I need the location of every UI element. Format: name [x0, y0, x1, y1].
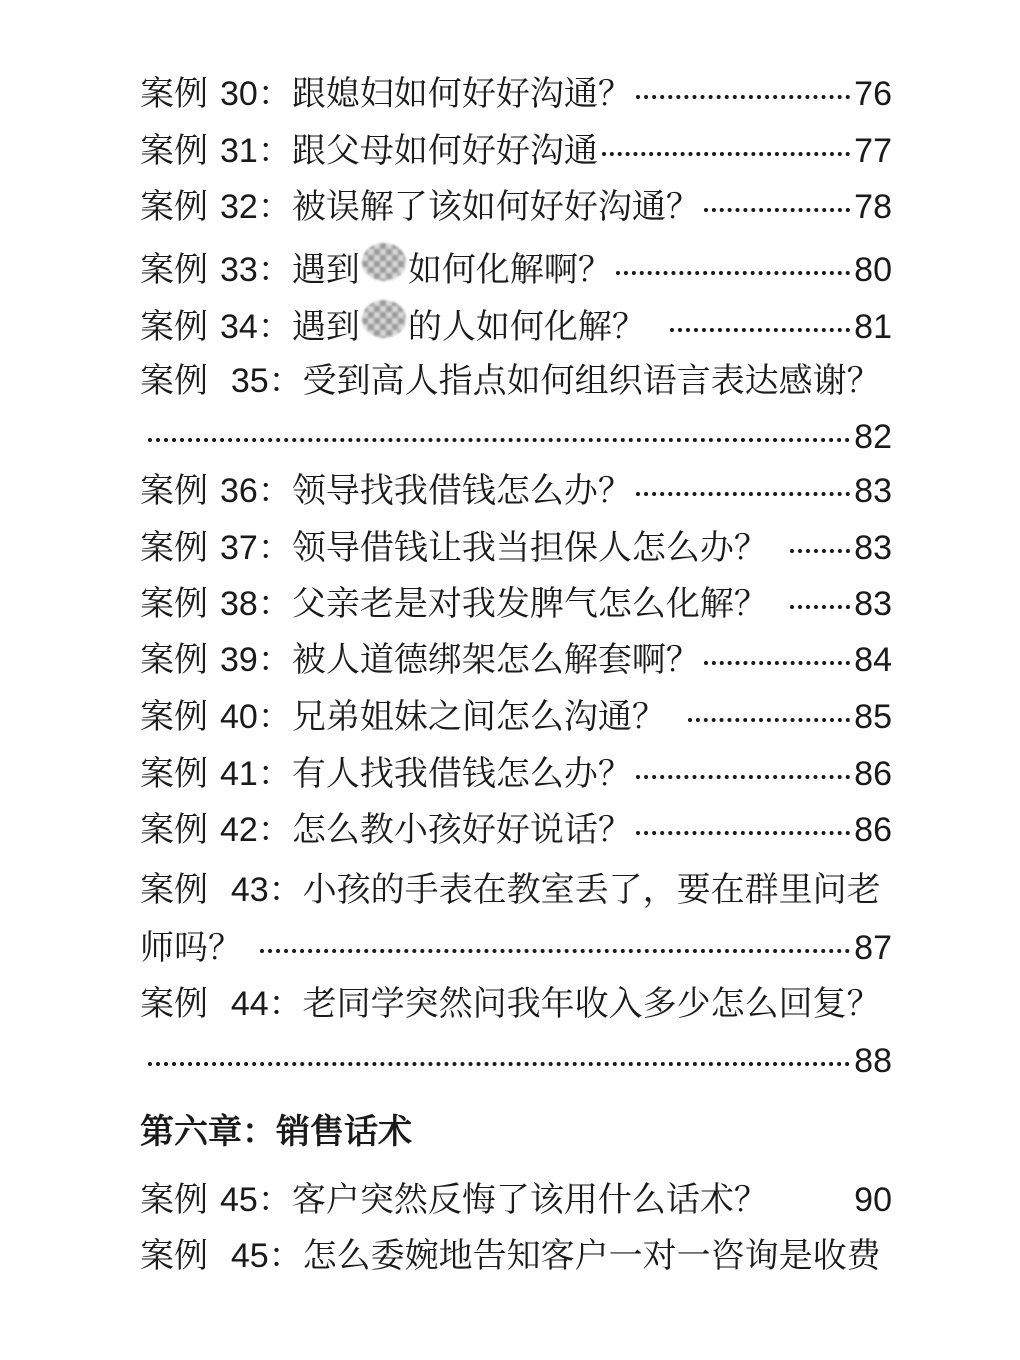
toc-entry[interactable]	[140, 1180, 892, 1220]
entry-label: 案例	[140, 640, 208, 680]
entry-page: 77	[854, 132, 892, 170]
entry-page: 86	[854, 811, 892, 849]
entry-label: 案例	[140, 250, 208, 290]
entry-title-end: 的人如何化解？	[407, 307, 646, 347]
entry-page: 85	[854, 698, 892, 736]
entry-label: 案例	[140, 1236, 208, 1276]
entry-number: 41	[220, 755, 258, 793]
entry-number: 43	[230, 871, 269, 909]
entry-title-continued: 师吗？	[140, 928, 242, 968]
dot-leader	[636, 95, 850, 99]
entry-title-start: 遇到	[291, 250, 360, 290]
entry-title: 跟父母如何好好沟通	[291, 131, 598, 171]
entry-page: 83	[854, 585, 892, 623]
entry-label: 案例	[140, 1180, 208, 1220]
entry-title: 怎么委婉地告知客户一对一咨询是收费	[302, 1236, 881, 1276]
dot-leader	[260, 949, 850, 953]
entry-label: 案例	[140, 697, 208, 737]
entry-number: 45	[230, 1237, 269, 1275]
entry-page: 83	[854, 472, 892, 510]
entry-page: 88	[854, 1042, 892, 1080]
toc-entry[interactable]	[140, 1236, 900, 1276]
dot-leader	[636, 492, 850, 496]
toc-entry[interactable]	[140, 584, 892, 624]
toc-entry[interactable]	[140, 870, 900, 910]
toc-entry[interactable]	[140, 300, 892, 347]
redaction-blur	[362, 243, 406, 281]
entry-title: 跟媳妇如何好好沟通？	[291, 74, 632, 114]
entry-separator: ：	[257, 131, 292, 171]
entry-title: 有人找我借钱怎么办？	[291, 754, 632, 794]
entry-title: 客户突然反悔了该用什么话术？	[291, 1180, 768, 1220]
entry-separator: ：	[257, 1180, 292, 1220]
entry-separator: ：	[257, 74, 292, 114]
dot-leader	[670, 328, 850, 332]
entry-separator: ：	[268, 361, 303, 401]
entry-title: 老同学突然问我年收入多少怎么回复？	[302, 984, 881, 1024]
toc-entry[interactable]	[140, 528, 892, 568]
entry-title: 被人道德绑架怎么解套啊？	[291, 640, 700, 680]
dot-leader	[616, 271, 850, 275]
entry-separator: ：	[257, 528, 292, 568]
entry-separator: ：	[257, 250, 292, 290]
toc-entry[interactable]	[140, 810, 892, 850]
toc-entry[interactable]	[140, 754, 892, 794]
toc-entry[interactable]	[140, 361, 900, 401]
entry-label: 案例	[140, 307, 208, 347]
dot-leader	[636, 831, 850, 835]
entry-page: 82	[854, 418, 892, 456]
entry-title: 父亲老是对我发脾气怎么化解？	[291, 584, 768, 624]
entry-separator: ：	[257, 307, 292, 347]
entry-page: 83	[854, 529, 892, 567]
entry-number: 40	[220, 698, 258, 736]
entry-number: 44	[230, 985, 269, 1023]
dot-leader	[148, 438, 850, 442]
entry-number: 45	[220, 1181, 258, 1219]
toc-entry[interactable]	[140, 74, 892, 114]
entry-label: 案例	[140, 810, 208, 850]
entry-separator: ：	[257, 697, 292, 737]
entry-title-start: 遇到	[291, 307, 360, 347]
entry-label: 案例	[140, 361, 208, 401]
entry-number: 37	[220, 529, 258, 567]
entry-page: 81	[854, 308, 892, 346]
entry-title: 兄弟姐妹之间怎么沟通？	[291, 697, 666, 737]
entry-separator: ：	[257, 471, 292, 511]
entry-title: 领导找我借钱怎么办？	[291, 471, 632, 511]
entry-separator: ：	[257, 754, 292, 794]
entry-title: 被误解了该如何好好沟通？	[291, 187, 700, 227]
entry-page: 76	[854, 75, 892, 113]
dot-leader	[148, 1062, 850, 1066]
toc-entry-continuation	[140, 1041, 892, 1081]
entry-title: 小孩的手表在教室丢了，要在群里问老	[302, 870, 881, 910]
entry-separator: ：	[268, 870, 303, 910]
toc-entry[interactable]	[140, 640, 892, 680]
entry-number: 33	[220, 251, 258, 289]
dot-leader	[688, 718, 850, 722]
entry-separator: ：	[268, 1236, 303, 1276]
entry-separator: ：	[268, 984, 303, 1024]
entry-title: 受到高人指点如何组织语言表达感谢？	[302, 361, 881, 401]
entry-title: 怎么教小孩好好说话？	[291, 810, 632, 850]
toc-entry[interactable]	[140, 243, 892, 290]
entry-separator: ：	[257, 640, 292, 680]
dot-leader	[790, 605, 850, 609]
toc-entry[interactable]	[140, 131, 892, 171]
entry-label: 案例	[140, 870, 208, 910]
dot-leader	[704, 208, 850, 212]
toc-entry-continuation	[140, 417, 892, 457]
dot-leader	[602, 152, 850, 156]
entry-label: 案例	[140, 187, 208, 227]
entry-label: 案例	[140, 754, 208, 794]
entry-number: 38	[220, 585, 258, 623]
entry-separator: ：	[257, 187, 292, 227]
chapter-heading[interactable]: 第六章：销售话术	[140, 1112, 412, 1152]
entry-number: 31	[220, 132, 258, 170]
entry-page: 86	[854, 755, 892, 793]
toc-entry[interactable]	[140, 471, 892, 511]
dot-leader	[704, 661, 850, 665]
toc-entry-continuation	[140, 928, 892, 968]
dot-leader	[790, 549, 850, 553]
entry-page: 78	[854, 188, 892, 226]
entry-number: 42	[220, 811, 258, 849]
toc-entry[interactable]	[140, 187, 892, 227]
entry-number: 30	[220, 75, 258, 113]
entry-label: 案例	[140, 984, 208, 1024]
entry-number: 34	[220, 308, 258, 346]
entry-label: 案例	[140, 74, 208, 114]
toc-entry[interactable]	[140, 984, 900, 1024]
entry-page: 90	[854, 1181, 892, 1219]
entry-separator: ：	[257, 810, 292, 850]
entry-number: 35	[230, 362, 269, 400]
entry-title-end: 如何化解啊？	[407, 250, 612, 290]
entry-label: 案例	[140, 584, 208, 624]
entry-label: 案例	[140, 471, 208, 511]
entry-title: 领导借钱让我当担保人怎么办？	[291, 528, 768, 568]
entry-number: 39	[220, 641, 258, 679]
toc-entry[interactable]	[140, 697, 892, 737]
redaction-blur	[362, 300, 406, 338]
entry-page: 80	[854, 251, 892, 289]
entry-number: 32	[220, 188, 258, 226]
entry-page: 84	[854, 641, 892, 679]
dot-leader	[636, 775, 850, 779]
entry-number: 36	[220, 472, 258, 510]
entry-label: 案例	[140, 528, 208, 568]
entry-label: 案例	[140, 131, 208, 171]
entry-separator: ：	[257, 584, 292, 624]
entry-page: 87	[854, 929, 892, 967]
